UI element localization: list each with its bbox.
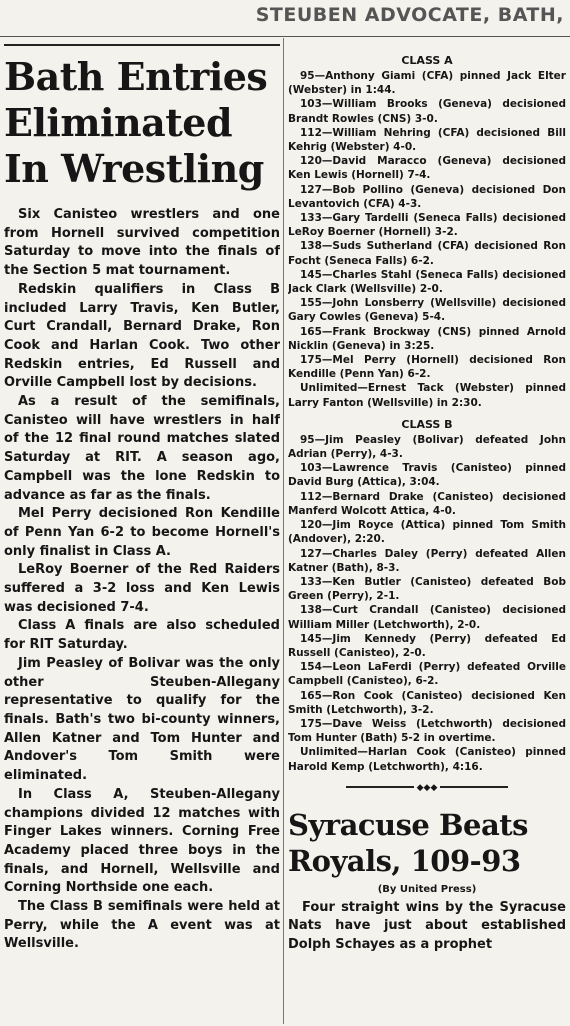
result-line: 112—William Nehring (CFA) decisioned Bill Kehrig (Webster) 4-0.	[288, 126, 566, 154]
result-line: 127—Charles Daley (Perry) defeated Allen Katner (Bath), 8-3.	[288, 547, 566, 574]
article-paragraph: Class A finals are also scheduled for RIT Saturday.	[4, 618, 280, 653]
result-line: 120—David Maracco (Geneva) decisioned Ken Lewis (Hornell) 7-4.	[288, 155, 566, 182]
article-headline	[288, 807, 566, 879]
article-paragraph: Redskin qualifiers in Class B included Larry Travis, Ken Butler, Curt Crandall, Bernard Drake, Ron Cook and Harlan Cook. Two other Redskin entries, Ed Russell and Orville Campbell lost by decisions.	[4, 281, 280, 391]
masthead	[0, 0, 570, 37]
article-paragraph: Four straight wins by the Syracuse Nats have just about established Dolph Schayes as a prophet	[288, 899, 566, 953]
headline-line: Bath Entries	[4, 54, 268, 99]
article-wrestling	[4, 44, 280, 1026]
result-line: 95—Jim Peasley (Bolivar) defeated John Adrian (Perry), 4-3.	[288, 433, 566, 461]
result-line: 138—Suds Sutherland (CFA) decisioned Ron Focht (Seneca Falls) 6-2.	[288, 240, 566, 267]
article-paragraph: In Class A, Steuben-Allegany champions divided 12 matches with Finger Lakes winners. Corning Free Academy placed three boys in the finals, and Hornell, Wellsville and Corning Northside one each.	[4, 786, 280, 896]
result-line: 145—Jim Kennedy (Perry) defeated Ed Russell (Canisteo), 2-0.	[288, 632, 566, 659]
result-line: 175—Mel Perry (Hornell) decisioned Ron Kendille (Penn Yan) 6-2.	[288, 354, 566, 381]
result-line: 165—Frank Brockway (CNS) pinned Arnold Nicklin (Geneva) in 3:25.	[288, 325, 566, 352]
result-line: 175—Dave Weiss (Letchworth) decisioned Tom Hunter (Bath) 5-2 in overtime.	[288, 717, 566, 745]
result-line: 155—John Lonsberry (Wellsville) decisioned Gary Cowles (Geneva) 5-4.	[288, 297, 566, 324]
result-line: 127—Bob Pollino (Geneva) decisioned Don Levantovich (CFA) 4-3.	[288, 183, 566, 210]
result-line: 133—Gary Tardelli (Seneca Falls) decisioned LeRoy Boerner (Hornell) 3-2.	[288, 212, 566, 239]
article-paragraph: Mel Perry decisioned Ron Kendille of Penn Yan 6-2 to become Hornell's only finalist in Class A.	[4, 506, 280, 559]
article-paragraph: Six Canisteo wrestlers and one from Hornell survived competition Saturday to move into the finals of the Section 5 mat tournament.	[4, 207, 280, 279]
section-divider: ◆◆◆	[288, 784, 566, 793]
masthead-title: STEUBEN ADVOCATE, BATH,	[255, 4, 564, 26]
column-rule	[283, 38, 284, 1024]
headline-line: Royals, 109-93	[288, 843, 521, 878]
divider-rule	[440, 786, 508, 788]
article-paragraph: Jim Peasley of Bolivar was the only other Steuben-Allegany representative to qualify for the finals. Bath's two bi-county winners, Allen Katner and Tom Hunter and Andover's Tom Smith were eliminated.	[4, 655, 280, 784]
class-a-heading: CLASS A	[401, 54, 453, 67]
result-line: 165—Ron Cook (Canisteo) decisioned Ken Smith (Letchworth), 3-2.	[288, 689, 566, 716]
result-line: Unlimited—Harlan Cook (Canisteo) pinned Harold Kemp (Letchworth), 4:16.	[288, 746, 566, 773]
result-line: 120—Jim Royce (Attica) pinned Tom Smith (Andover), 2:20.	[288, 519, 566, 546]
byline: (By United Press)	[377, 883, 477, 895]
result-line: 103—William Brooks (Geneva) decisioned Brandt Rowles (CNS) 3-0.	[288, 98, 566, 125]
headline-line: In Wrestling	[4, 146, 264, 191]
article-paragraph: As a result of the semifinals, Canisteo will have wrestlers in half of the 12 final round matches slated Saturday at RIT. A season ago, Campbell was the lone Redskin to advance as far as the finals.	[4, 394, 280, 503]
result-line: Unlimited—Ernest Tack (Webster) pinned Larry Fanton (Wellsville) in 2:30.	[288, 382, 566, 409]
results-column	[288, 54, 566, 1024]
result-line: 154—Leon LaFerdi (Perry) defeated Orville Campbell (Canisteo), 6-2.	[288, 661, 566, 688]
result-line: 95—Anthony Giami (CFA) pinned Jack Elter (Webster) in 1:44.	[288, 70, 566, 97]
article-paragraph: LeRoy Boerner of the Red Raiders suffered a 3-2 loss and Ken Lewis was decisioned 7-4.	[4, 562, 280, 615]
headline-line: Syracuse Beats	[288, 807, 528, 842]
article-paragraph: The Class B semifinals were held at Perry, while the A event was at Wellsville.	[4, 899, 280, 952]
result-line: 133—Ken Butler (Canisteo) defeated Bob Green (Perry), 2-1.	[288, 575, 566, 603]
divider-rule	[346, 786, 414, 788]
article-headline	[4, 54, 280, 192]
result-line: 103—Lawrence Travis (Canisteo) pinned David Burg (Attica), 3:04.	[288, 462, 566, 489]
result-line: 138—Curt Crandall (Canisteo) decisioned William Miller (Letchworth), 2-0.	[288, 604, 566, 631]
result-line: 112—Bernard Drake (Canisteo) decisioned Manferd Wolcott Attica, 4-0.	[288, 490, 566, 517]
class-b-heading: CLASS B	[401, 417, 453, 431]
result-line: 145—Charles Stahl (Seneca Falls) decisioned Jack Clark (Wellsville) 2-0.	[288, 268, 566, 296]
headline-line: Eliminated	[4, 100, 233, 145]
